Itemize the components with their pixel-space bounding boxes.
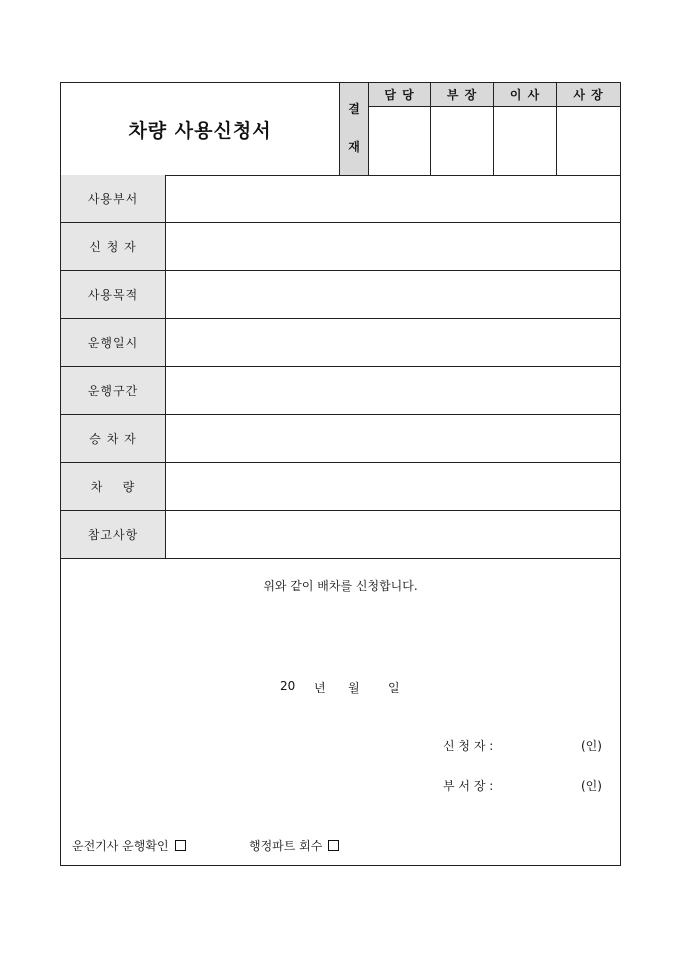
manager-seal: (인) <box>581 779 602 793</box>
form-header <box>61 83 620 176</box>
admin-return-label: 행정파트 회수 <box>249 839 323 853</box>
field-label: 신 청 자 <box>61 223 166 270</box>
field-row-purpose <box>61 271 620 319</box>
field-label: 차 량 <box>61 463 166 510</box>
approval-box-manager <box>369 83 431 175</box>
field-value-notes[interactable] <box>166 511 620 558</box>
approval-role: 담 당 <box>369 83 430 107</box>
approval-role: 사 장 <box>557 83 620 107</box>
manager-signature-label: 부 서 장 : <box>443 779 494 793</box>
field-value-route[interactable] <box>166 367 620 414</box>
approval-side-label <box>339 83 369 175</box>
field-row-route <box>61 367 620 415</box>
field-row-notes <box>61 511 620 559</box>
applicant-seal: (인) <box>581 739 602 753</box>
field-value-vehicle[interactable] <box>166 463 620 510</box>
approval-role: 이 사 <box>494 83 556 107</box>
vehicle-request-form <box>60 82 621 866</box>
date-year: 20 <box>280 679 296 693</box>
field-label: 승 차 자 <box>61 415 166 462</box>
driver-confirm-checkbox[interactable] <box>175 840 186 851</box>
field-row-passengers <box>61 415 620 463</box>
field-row-vehicle <box>61 463 620 511</box>
field-value-applicant[interactable] <box>166 223 620 270</box>
field-value-department[interactable] <box>166 175 620 222</box>
form-title: 차량 사용신청서 <box>128 119 272 142</box>
field-value-purpose[interactable] <box>166 271 620 318</box>
field-row-department <box>61 175 620 223</box>
field-label: 참고사항 <box>61 511 166 558</box>
approval-box-director <box>494 83 557 175</box>
approval-box-president <box>557 83 620 175</box>
date-month-unit: 월 <box>348 681 360 695</box>
date-year-unit: 년 <box>314 681 326 695</box>
approval-side-bottom: 재 <box>348 140 360 154</box>
approval-box-department-head <box>431 83 494 175</box>
field-row-applicant <box>61 223 620 271</box>
approval-role: 부 장 <box>431 83 493 107</box>
field-label: 운행일시 <box>61 319 166 366</box>
driver-confirm-label: 운전기사 운행확인 <box>72 839 169 853</box>
field-label: 사용부서 <box>61 175 166 222</box>
field-value-datetime[interactable] <box>166 319 620 366</box>
driver-confirm-check <box>72 837 186 854</box>
request-statement: 위와 같이 배차를 신청합니다. <box>263 579 418 593</box>
field-label: 사용목적 <box>61 271 166 318</box>
field-value-passengers[interactable] <box>166 415 620 462</box>
admin-return-check <box>249 837 339 854</box>
approval-side-top: 결 <box>348 102 360 116</box>
applicant-signature-label: 신 청 자 : <box>443 739 494 753</box>
field-label: 운행구간 <box>61 367 166 414</box>
admin-return-checkbox[interactable] <box>328 840 339 851</box>
date-day-unit: 일 <box>388 681 400 695</box>
field-row-datetime <box>61 319 620 367</box>
